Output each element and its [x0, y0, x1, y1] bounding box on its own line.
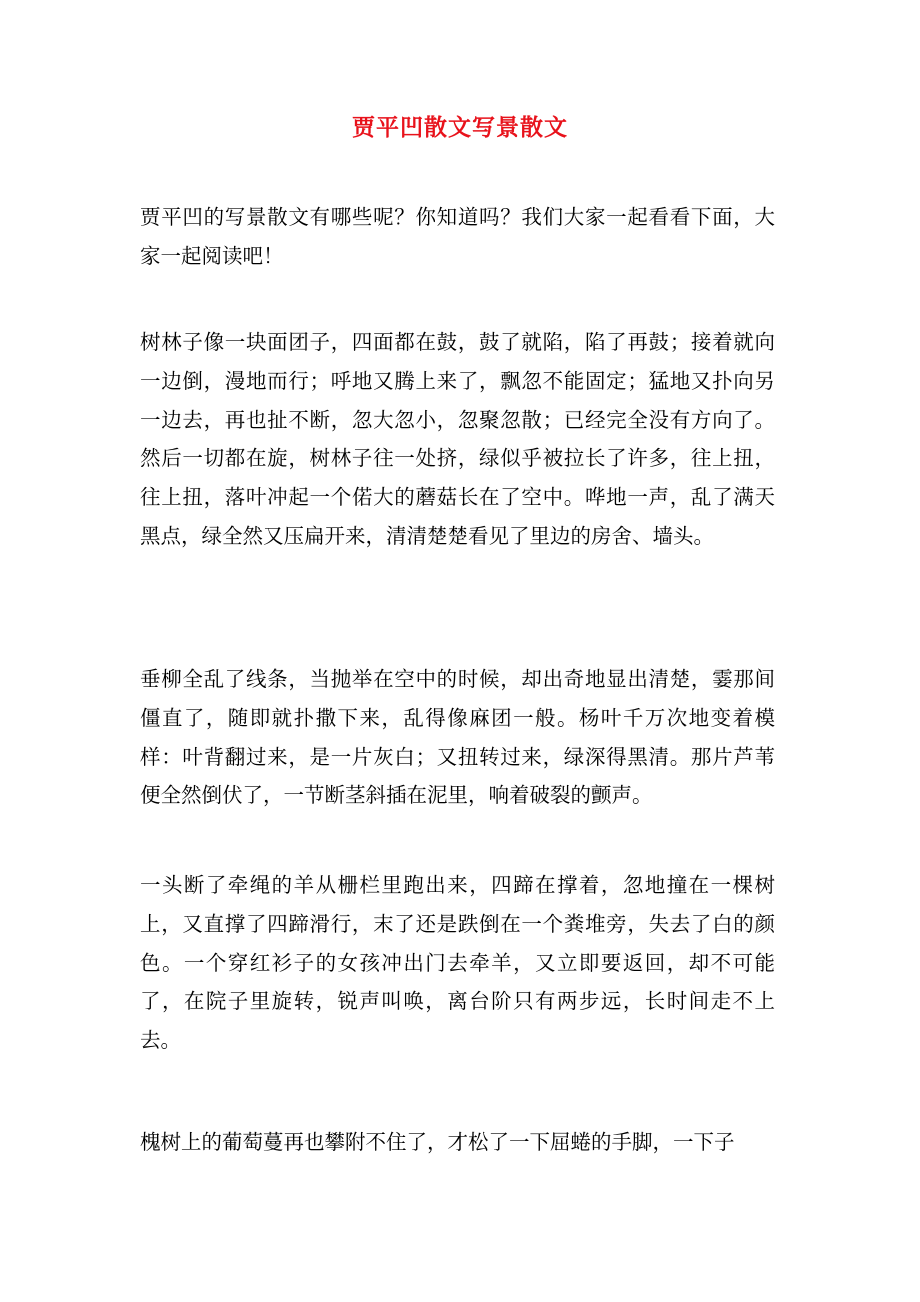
paragraph-willow: 垂柳全乱了线条，当抛举在空中的时候，却出奇地显出清楚，霎那间僵直了，随即就扑撒下来，乱得像麻团一般。杨叶千万次地变着模样：叶背翻过来，是一片灰白；又扭转过来，绿深得黑清。那片芦苇便全然倒伏了，一节断茎斜插在泥里，响着破裂的颤声。	[140, 667, 775, 808]
paragraph-sheep: 一头断了牵绳的羊从栅栏里跑出来，四蹄在撑着，忽地撞在一棵树上，又直撑了四蹄滑行，末了还是跌倒在一个粪堆旁，失去了白的颜色。一个穿红衫子的女孩冲出门去牵羊，又立即要返回，却不可能了，在院子里旋转，锐声叫唤，离台阶只有两步远，长时间走不上去。	[140, 873, 775, 1053]
paragraph-intro: 贾平凹的写景散文有哪些呢？你知道吗？我们大家一起看看下面，大家一起阅读吧！	[140, 205, 775, 268]
document-title: 贾平凹散文写景散文	[352, 114, 568, 141]
paragraph-forest: 树林子像一块面团子，四面都在鼓，鼓了就陷，陷了再鼓；接着就向一边倒，漫地而行；呼地又腾上来了，飘忽不能固定；猛地又扑向另一边去，再也扯不断，忽大忽小，忽聚忽散；已经完全没有方向了。然后一切都在旋，树林子往一处挤，绿似乎被拉长了许多，往上扭，往上扭，落叶冲起一个偌大的蘑菇长在了空中。哗地一声，乱了满天黑点，绿全然又压扁开来，清清楚楚看见了里边的房舍、墙头。	[140, 330, 775, 548]
paragraph-grapevine: 槐树上的葡萄蔓再也攀附不住了，才松了一下屈蜷的手脚，一下子	[140, 1130, 735, 1154]
